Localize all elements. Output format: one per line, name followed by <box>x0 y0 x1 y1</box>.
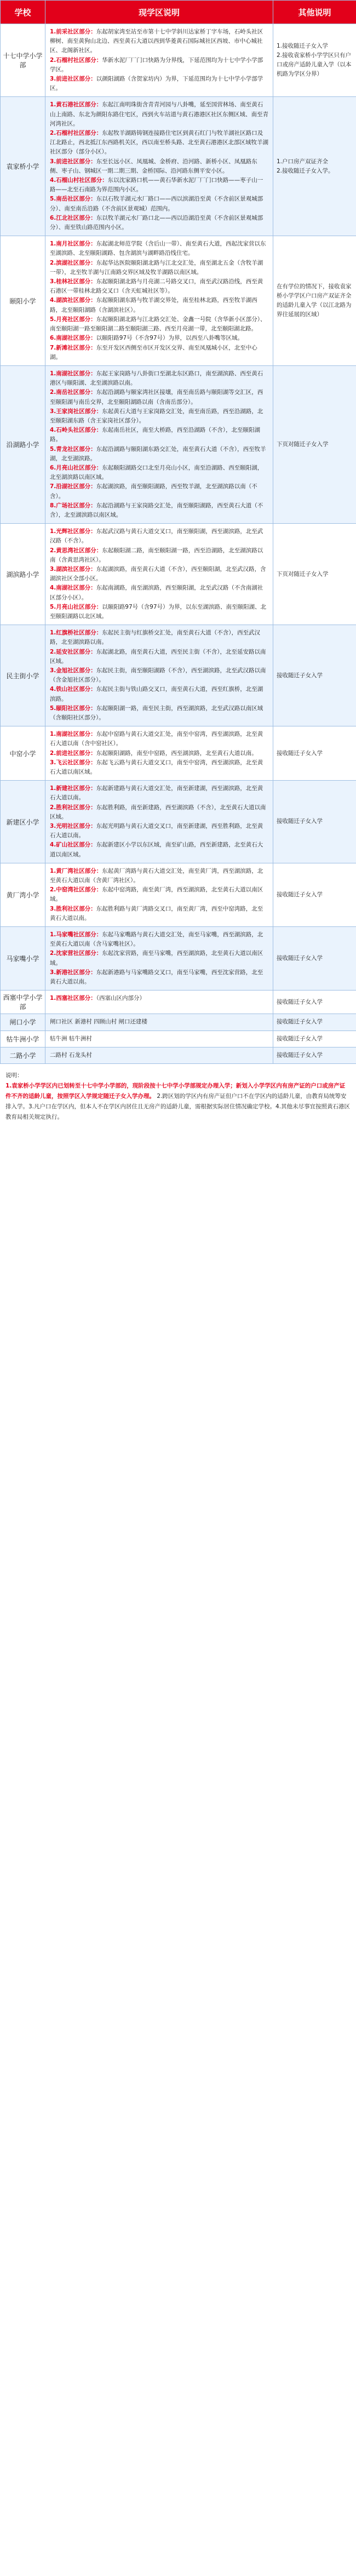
district-item <box>50 344 268 362</box>
district-item-lead: 2.前进社区部分： <box>50 749 96 757</box>
school-name-cell: 袁家桥小学 <box>1 97 45 236</box>
district-item-text: 东起黄厂湾路与黄石大道交汇处，南至黄厂湾，西至湖滨路，北至黄石大道以南（含黄厂湾社区）。 <box>50 867 263 884</box>
district-item <box>50 603 268 621</box>
district-item <box>50 949 268 968</box>
school-name-cell: 沿湖路小学 <box>1 365 45 523</box>
district-item-text: 以颜阳湖路（含贺家坊内）为界，下延范围均为十七中学小学部学区。 <box>50 76 263 92</box>
school-name-cell: 湖滨路小学 <box>1 524 45 625</box>
table-row <box>1 365 356 523</box>
district-item-text: 东起飞云路与黄石大道交叉口，南至中窑湾，西至湖滨路，北至黄石大道以南区域。 <box>50 759 263 776</box>
district-item-lead: 4.矿山社区部分： <box>50 842 96 849</box>
district-item-text: （西塞山区内部分） <box>96 995 146 1002</box>
other-notes-cell: 在有学位的情况下，接收袁家桥小学学区户口房产双证齐全的适龄儿童入学（以江北路为界往延展的区域） <box>273 236 356 366</box>
district-item <box>50 685 268 703</box>
district-item-lead: 1.黄石港社区部分： <box>50 101 102 108</box>
district-item-lead: 3.王家岗社区部分： <box>50 408 102 415</box>
district-item-text: 东起光明路与黄石大道交叉口，南至新建湖，西至胜利路，北至黄石大道以南。 <box>50 823 263 839</box>
district-item-text: 东起马家嘴路与黄石大道交汇处，南至马家嘴，西至湖滨路，北至黄石大道以南（含马家嘴社区）。 <box>50 931 263 948</box>
district-item-lead: 5.颐阳社区部分： <box>50 705 96 712</box>
district-item-lead: 1.南湖社区部分： <box>50 731 96 738</box>
district-item-lead: 4.铁山社区部分： <box>50 686 96 693</box>
district-item-text: 东至开发区西侧至市区开发区交界、南至凤凰城小区，北至中心湖。 <box>50 344 257 360</box>
school-name-cell: 西塞中学小学部 <box>1 991 45 1014</box>
district-item <box>50 840 268 859</box>
district-item-lead: 3.湖滨社区部分： <box>50 565 96 573</box>
district-item-lead: 2.石榴村社区部分： <box>50 130 102 137</box>
table-row <box>1 863 356 926</box>
header-school: 学校 <box>1 1 45 24</box>
district-item-text: 东起湖滨路，南至颐阳湖路，西至牧羊湖，北至湖滨路以南（不含）。 <box>50 483 257 500</box>
district-item <box>50 176 268 194</box>
district-item-lead: 6.月亮山社区部分： <box>50 464 102 471</box>
district-item <box>50 784 268 803</box>
district-item-text: 东起湖北师范学院（含后山一带）、南至黄石大道，西起沈家营以东至湖滨路、北至颐阳湖路、包含湖滨与湖畔路沿线住宅。 <box>50 241 266 257</box>
district-description-cell <box>45 1014 273 1031</box>
district-item-lead: 2.延安社区部分： <box>50 648 96 655</box>
district-item-lead: 3.光明社区部分： <box>50 823 96 830</box>
district-description-cell <box>45 863 273 926</box>
district-item <box>50 1034 268 1044</box>
district-item-lead: 2.石榴村社区部分： <box>50 56 102 64</box>
district-item-lead: 1.南湖社区部分： <box>50 370 96 377</box>
district-item-text: 东起颐阳湖二路，南至颐阳湖一路，西至沿湖路，北至湖滨路以南（含黄思湾社区）。 <box>50 547 263 563</box>
district-item-lead: 1.南月社区部分： <box>50 241 96 248</box>
district-item-text: 东以石牧羊湖元水厂路口——西以滨湖沿至黄（不含前区景观城部分）、南至南岳沿路（不含前区景观城）范围内。 <box>50 196 263 212</box>
district-item-text: 华新水泥厂厂门口快路为分界线，下延范围均为十七中学小学部学区。 <box>50 56 263 73</box>
district-item-lead: 2.胜利社区部分： <box>50 804 96 811</box>
district-item-text: 东起颐阳湖北路与月亮湖二号路交叉口，南至武汉路沿线，西至黄石港区一带桂林北路交叉口（含天虹城社区等）。 <box>50 278 263 295</box>
district-description-cell <box>45 991 273 1014</box>
district-item-lead: 6.南湖社区部分： <box>50 335 96 342</box>
footer-notes <box>0 1064 356 1129</box>
district-item <box>50 100 268 129</box>
district-item-text: 东起黄石大道与王家岗路交汇处，南至南岳路，西至沿湖路，北至颐阳湖东路（含王家岗社区部分）。 <box>50 408 263 424</box>
district-item-lead: 1.红旗桥社区部分： <box>50 629 102 637</box>
district-item <box>50 666 268 685</box>
district-item-text: 东起胜利路与黄厂湾路交叉口，南至黄厂湾，西至中窑湾路，北至黄石大道以南。 <box>50 905 263 921</box>
district-description-cell <box>45 1047 273 1063</box>
district-item-lead: 5.月亮山社区部分： <box>50 603 102 610</box>
district-item-text: 东起牧羊湖路铸钢连接路住宅区到黄石红门与牧羊湖社区路口及江北路止，西北抵江东西路机关区，西以南至桥头路、北至黄石港港区北部区域牧羊湖社区部分（部分小区）。 <box>50 130 268 156</box>
district-item-text: 东以牧羊湖元水厂路口北——西以沿湖沿至黄（不含前区景观城部分）、南至铁山路范围内小区。 <box>50 214 263 231</box>
district-item <box>50 445 268 463</box>
district-item <box>50 369 268 388</box>
table-row <box>1 1031 356 1047</box>
table-row <box>1 236 356 366</box>
district-item <box>50 27 268 56</box>
district-item-text: 东起南岳社区，南至大桥路，西至沿湖路（不含），北至颐阳湖路。 <box>50 427 261 443</box>
district-item-text: 东起胡家湾至站至市第十七中学斜川达家桥丁字车场，石岭头社区柳树、南至黄狗山北边、西至黄石大道以西到华菱黄石国际城社区西坡、市中心城社区、北阁新社区。 <box>50 28 263 54</box>
district-item-text: 东起颐阳湖一路，南至民主街，西至湖滨路，北至武汉路以南区域（含颐阳社区部分）。 <box>50 705 263 722</box>
table-header-row <box>1 1 356 24</box>
district-item-text: 东起民主街，南至颐阳湖路（不含），西至湖滨路，北至武汉路以南（含金旭社区部分）。 <box>50 667 266 684</box>
district-item-text: 东起武汉路与黄石大道交叉口，南至颐阳湖，西至湖滨路，北至武汉路（不含）。 <box>50 528 263 545</box>
district-item-lead: 1.黄厂湾社区部分： <box>50 867 102 874</box>
table-row <box>1 625 356 726</box>
district-item <box>50 628 268 647</box>
district-item <box>50 296 268 314</box>
other-notes-cell: 接收随迁子女入学 <box>273 1031 356 1047</box>
district-item-lead: 3.新港社区部分： <box>50 969 96 976</box>
school-name-cell: 马家嘴小学 <box>1 927 45 991</box>
district-item-lead: 3.飞云社区部分： <box>50 759 96 766</box>
district-item-lead: 1.西塞社区部分： <box>50 995 96 1002</box>
district-item <box>50 214 268 232</box>
other-notes-cell: 下页对随迁子女入学 <box>273 524 356 625</box>
district-item-text: 牯牛洲 牯牛洲村 <box>50 1035 92 1042</box>
school-name-cell: 民主街小学 <box>1 625 45 726</box>
district-item-text: 东起湖滨路，南至黄石大道（不含），西至颐阳湖，北至武汉路，含湖滨社区全部小区。 <box>50 565 266 582</box>
table-row <box>1 726 356 781</box>
district-item-text: 东起民主街与铁山路交叉口，南至黄石大道，西至红旗桥，北至湖滨路。 <box>50 686 263 702</box>
table-row <box>1 524 356 625</box>
district-item-lead: 2.沈家营社区部分： <box>50 950 102 957</box>
district-item <box>50 704 268 723</box>
district-item-lead: 4.石岭头社区部分： <box>50 427 102 434</box>
district-item-text: 东起颐阳湖北路与江北路交汇处、金鑫一号院（含华新小区部分）、南至颐阳湖一路至颐阳湖二路至颐阳湖三路、西至月亮湖一带，北至颐阳湖北路。 <box>50 316 266 333</box>
district-item-lead: 1.光辉社区部分： <box>50 528 96 535</box>
district-item-lead: 5.南岳社区部分： <box>50 196 96 203</box>
district-description-cell <box>45 726 273 781</box>
footer-title: 说明： <box>5 1072 23 1079</box>
district-item-text: 东起沿湖路与王家岗路交汇处，南至颐阳湖路，西至黄石大道（不含），北至湖滨路以南区域。 <box>50 502 263 518</box>
district-item <box>50 867 268 885</box>
district-item <box>50 239 268 258</box>
district-item <box>50 482 268 501</box>
district-description-cell <box>45 927 273 991</box>
other-notes-cell: 接收随迁子女入学 <box>273 863 356 926</box>
district-item-lead: 2.黄思湾社区部分： <box>50 547 102 554</box>
district-item-text: 东起新港路与马家嘴路交叉口，南至马家嘴，西至沈家营路，北至黄石大道以南。 <box>50 969 263 986</box>
district-item <box>50 463 268 482</box>
district-item-text: 东起颐阳湖东路与牧羊湖交界处，南至桂林北路，西至牧羊湖西路，北至颐阳湖路（含湖滨社区）。 <box>50 297 257 313</box>
district-item-lead: 2.中窑湾社区部分： <box>50 886 102 894</box>
district-item-text: 东起中窑路与黄石大道交汇处，南至中窑湾，西至湖滨路，北至黄石大道以南（含中窑社区）。 <box>50 731 263 747</box>
district-item <box>50 56 268 75</box>
table-row <box>1 97 356 236</box>
district-item-lead: 3.胜利社区部分： <box>50 905 96 912</box>
district-item-text: 东起南湖路，南至湖滨路，西至颐阳湖，北至武汉路（不含南湖社区部分小区）。 <box>50 585 263 601</box>
school-district-table <box>0 0 356 1064</box>
district-item-text: 东起王家岗路与八卦街口至湖北东区路口，南至湖滨路、西至黄石港区与颐阳湖、北至湖滨路以南。 <box>50 370 263 387</box>
district-item <box>50 968 268 987</box>
district-item <box>50 583 268 602</box>
table-row <box>1 927 356 991</box>
district-item-text: 东起新建区小学以东区域，南至矿山路，西至新建路，北至黄石大道以南区域。 <box>50 842 263 858</box>
district-item-text: 东起民主街与红旗桥交汇处，南至黄石大道（不含），西至武汉路，北至湖滨路以南。 <box>50 629 261 646</box>
district-item-lead: 1.新建社区部分： <box>50 785 96 792</box>
district-description-cell <box>45 236 273 366</box>
district-item <box>50 648 268 666</box>
footer-red-note: 1.袁家桥小学学区内已划转至十七中学小学部的，现阶段按十七中学小学部规定办理入学；新划入小学学区内有房产证的户口或房产证件不齐的适龄儿童，按照学区入学规定随迁子女入学办理。 <box>5 1082 346 1100</box>
district-item <box>50 129 268 157</box>
district-item <box>50 259 268 277</box>
district-item-lead: 6.江北社区部分： <box>50 214 96 221</box>
other-notes-cell: 下页对随迁子女入学 <box>273 365 356 523</box>
district-item <box>50 546 268 565</box>
district-item <box>50 426 268 444</box>
school-name-cell: 中窑小学 <box>1 726 45 781</box>
other-notes-cell: 1.接收随迁子女入学 2.接收袁家桥小学学区只有户口或房产适龄儿童入学（以本机路为学区分界） <box>273 24 356 97</box>
district-item-text: 东起颐阳湖路交口北至月亮山小区，南至沿湖路、西至颐阳湖，北至湖滨路以南区域。 <box>50 464 263 481</box>
table-row <box>1 1014 356 1031</box>
district-item <box>50 194 268 213</box>
district-item-lead: 3.金旭社区部分： <box>50 667 96 674</box>
school-name-cell: 黄厂湾小学 <box>1 863 45 926</box>
district-item <box>50 885 268 904</box>
other-notes-cell: 接收随迁子女入学 <box>273 927 356 991</box>
table-row <box>1 1047 356 1063</box>
district-item <box>50 334 268 343</box>
school-name-cell: 十七中学小学部 <box>1 24 45 97</box>
district-item <box>50 905 268 923</box>
school-name-cell: 二路小学 <box>1 1047 45 1063</box>
district-item-lead: 3.桂林社区部分： <box>50 278 96 285</box>
district-item-lead: 1.马家嘴社区部分： <box>50 931 102 938</box>
other-notes-cell: 接收随迁子女入学 <box>273 781 356 863</box>
table-row <box>1 24 356 97</box>
district-item <box>50 822 268 840</box>
district-item-text: 东起沈家营路，南至马家嘴，西至湖滨路，北至黄石大道以南区域。 <box>50 950 263 966</box>
district-item <box>50 277 268 296</box>
district-item-text: 以颐阳路97号（含97号）为界，以东至湖滨路、南至颐阳湖、北至颐阳湖路以北区域。 <box>50 603 267 620</box>
district-item <box>50 930 268 949</box>
table-body <box>1 24 356 1064</box>
district-item <box>50 565 268 583</box>
district-item-lead: 4.石榴山村社区部分： <box>50 177 108 184</box>
district-item-text: 东起江南明珠街含青青河园与八卦嘴，延至国营林场、南至黄石山上南路、东北为颜阳东路住宅区，西到火车站道与黄石港港区社区东侧区域、南至青河湾社区。 <box>50 101 268 127</box>
district-item-text: 以颐阳路97号（不含97号）为界，以西至八卦嘴等区域。 <box>96 335 244 342</box>
district-item-lead: 1.前采社区部分： <box>50 28 96 35</box>
district-item-text: 东至长远小区、凤凰城、金桥府、沿河路、新桥小区、凤凰路东侧、枣子山、钢城区一期二期三期、金桥国际、沿河路东侧平安小区。 <box>50 158 257 174</box>
school-name-cell: 颐阳小学 <box>1 236 45 366</box>
school-name-cell: 闸口小学 <box>1 1014 45 1031</box>
district-item <box>50 758 268 777</box>
district-item <box>50 1017 268 1027</box>
district-description-cell <box>45 781 273 863</box>
district-item <box>50 749 268 758</box>
district-description-cell <box>45 1031 273 1047</box>
district-item <box>50 803 268 822</box>
district-item-text: 东起华达医院颐阳湖北路与江北交汇处，南至湖北五金（含牧羊湖一带），北至牧羊湖与江南路交界区域及牧羊湖路以南区域。 <box>50 259 263 276</box>
district-item-text: 二路村 石龙头村 <box>50 1051 92 1058</box>
district-description-cell <box>45 24 273 97</box>
other-notes-cell: 接收随迁子女入学 <box>273 991 356 1014</box>
district-item <box>50 407 268 426</box>
district-item <box>50 315 268 334</box>
header-notes: 其他说明 <box>273 1 356 24</box>
district-description-cell <box>45 365 273 523</box>
other-notes-cell: 接收随迁子女入学 <box>273 1014 356 1031</box>
district-item-lead: 5.青龙社区部分： <box>50 445 96 453</box>
district-item <box>50 527 268 546</box>
district-item <box>50 388 268 407</box>
district-item <box>50 75 268 93</box>
district-item <box>50 730 268 748</box>
school-name-cell: 牯牛洲小学 <box>1 1031 45 1047</box>
district-item-lead: 4.南湖社区部分： <box>50 585 96 592</box>
district-item-text: 东起中窑湾路，南至黄厂湾，西至湖滨路，北至黄石大道以南区域。 <box>50 886 263 903</box>
district-item-lead: 7.沿湖社区部分： <box>50 483 96 490</box>
district-description-cell <box>45 524 273 625</box>
district-item-lead: 8.广场社区部分： <box>50 502 96 509</box>
district-item-text: 东起胜利路，南至新建路，西至湖滨路（不含），北至黄石大道以南区域。 <box>50 804 266 820</box>
school-name-cell: 新建区小学 <box>1 781 45 863</box>
district-item-lead: 2.滨湖社区部分： <box>50 259 96 266</box>
district-item-lead: 5.月亮社区部分： <box>50 316 96 323</box>
other-notes-cell: 接收随迁子女入学 <box>273 625 356 726</box>
header-district: 现学区说明 <box>45 1 273 24</box>
district-item <box>50 157 268 176</box>
district-item-lead: 7.新滩社区部分： <box>50 344 96 351</box>
district-item <box>50 1051 268 1060</box>
district-item <box>50 501 268 520</box>
district-item-text: 东起湖北路，南至黄石大道，西至民主街（不含），北至延安路以南区域。 <box>50 648 266 665</box>
other-notes-cell: 接收随迁子女入学 <box>273 1047 356 1063</box>
footer-note: 2.跨区划的学区内有房产证但户口不在学区内的适龄儿童，由教育局统筹安排入学。3.凡户口在学区内，但本人不在学区内居住且无房产的适龄儿童，需根据实际居住情况确定学校。4.其他未尽事宜按照黄石港区教育局相关规定执行。 <box>5 1092 351 1120</box>
other-notes-cell: 接收随迁子女入学 <box>273 726 356 781</box>
district-item-text: 东起沿湖路与颐家湾社区接壤，南至南岳路与颐阳湖等交汇区，西至颐阳湖与南岳交界，北至颐阳湖路以南（含南岳部分）。 <box>50 389 263 405</box>
district-item-text: 东以沈家路口机——黄石华新水泥厂厂门口快路——枣子山一路——北至石南路为界范围内小区。 <box>50 177 263 193</box>
district-item-text: 东起沿湖路与颐阳湖东路交汇处，南至黄石大道（不含），西至牧羊湖，北至湖滨路。 <box>50 445 266 462</box>
district-item-text: 闸口社区 新港村 四顾山村 闸口还建楼 <box>50 1018 148 1026</box>
table-row <box>1 781 356 863</box>
district-item-lead: 4.湖滨社区部分： <box>50 297 96 304</box>
district-item-lead: 3.前进社区部分： <box>50 76 96 83</box>
district-description-cell <box>45 97 273 236</box>
district-item-lead: 2.南岳社区部分： <box>50 389 96 396</box>
district-description-cell <box>45 625 273 726</box>
table-row <box>1 991 356 1014</box>
district-item-text: 东起新建路与黄石大道交汇处，南至新建湖，西至湖滨路，北至黄石大道以南。 <box>50 785 263 802</box>
district-item-lead: 3.前进社区部分： <box>50 158 96 165</box>
other-notes-cell: 1.户口房产双证齐全 2.接收随迁子女入学。 <box>273 97 356 236</box>
district-item <box>50 994 268 1003</box>
district-item-text: 东起颐阳湖路，南至中窑路，西至湖滨路，北至黄石大道以南。 <box>96 749 257 757</box>
